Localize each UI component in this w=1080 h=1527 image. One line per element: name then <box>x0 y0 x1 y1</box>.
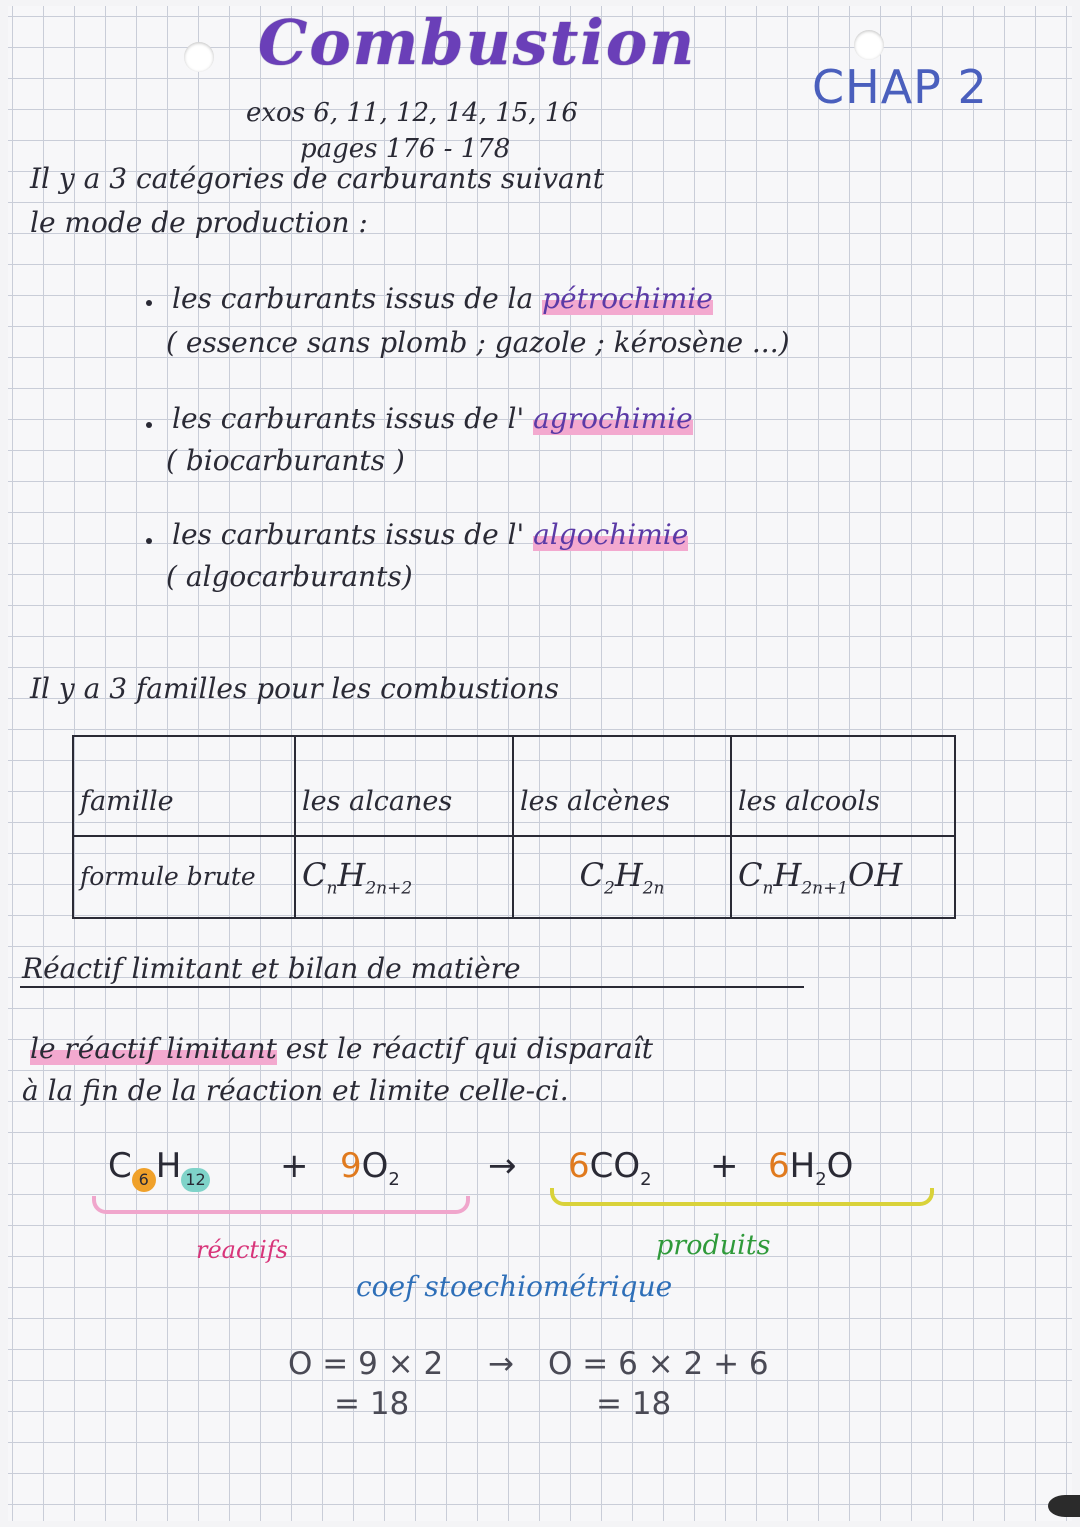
table-cell-formula <box>513 836 731 918</box>
exercises-list: exos 6, 11, 12, 14, 15, 16 <box>246 98 578 128</box>
definition-highlight: le réactif limitant <box>30 1032 277 1065</box>
category-item-agro <box>172 402 693 435</box>
formula-part: O <box>826 1146 854 1186</box>
table-cell-formula <box>731 836 955 918</box>
table-row-header: famille <box>73 736 295 836</box>
bullet-dot <box>146 300 152 306</box>
formula-sub: 6 <box>132 1168 156 1192</box>
binder-hole-left <box>184 42 214 72</box>
reactant-c6h12 <box>108 1146 210 1192</box>
equation-plus: + <box>710 1146 739 1186</box>
formula-sub: 2 <box>603 878 615 899</box>
formula-part: H <box>773 855 802 894</box>
products-brace <box>550 1188 934 1206</box>
coef: 9 <box>340 1146 362 1186</box>
category-detail-petro: ( essence sans plomb ; gazole ; kérosène ...) <box>166 326 790 359</box>
definition-line1 <box>30 1032 653 1065</box>
product-co2 <box>568 1146 652 1190</box>
formula-part: H <box>337 855 366 894</box>
table-cell: les alcanes <box>295 736 513 836</box>
reactant-o2 <box>340 1146 400 1190</box>
binder-hole-right <box>854 30 884 60</box>
category-item-petro <box>172 282 713 315</box>
bullet-dot <box>146 422 152 428</box>
formula-sub: n <box>326 878 338 899</box>
category-detail-algo: ( algocarburants) <box>166 560 413 593</box>
definition-rest: est le réactif qui disparaît <box>276 1032 654 1065</box>
formula-sub: 2n+2 <box>365 878 413 899</box>
product-h2o <box>768 1146 853 1190</box>
category-detail-agro: ( biocarburants ) <box>166 444 405 477</box>
page-title: Combustion <box>258 6 697 79</box>
page-corner-mark <box>1048 1495 1080 1517</box>
reactants-label: réactifs <box>196 1236 288 1264</box>
bullet-dot <box>146 538 152 544</box>
formula-part: O <box>361 1146 389 1186</box>
formula-part: H <box>614 855 643 894</box>
formula-part: C <box>302 855 327 894</box>
families-table <box>72 735 956 919</box>
formula-sub: 2 <box>815 1168 827 1190</box>
balance-right-line2: = 18 <box>596 1386 672 1422</box>
balance-left-line1: O = 9 × 2 <box>288 1346 444 1382</box>
category-prefix: les carburants issus de l' <box>172 402 534 435</box>
coef: 6 <box>568 1146 590 1186</box>
formula-part: CO <box>589 1146 641 1186</box>
formula-part: OH <box>848 855 903 894</box>
table-cell: les alcools <box>731 736 955 836</box>
equation-arrow: → <box>488 1146 517 1186</box>
chapter-label: CHAP 2 <box>812 60 988 114</box>
table-row-header: formule brute <box>73 836 295 918</box>
products-label: produits <box>656 1230 771 1261</box>
coef: 6 <box>768 1146 790 1186</box>
coef-label: coef stoechiométrique <box>356 1270 673 1303</box>
formula-sub: 2n <box>642 878 665 899</box>
category-highlight: agrochimie <box>533 402 693 435</box>
formula-sub: 2n+1 <box>801 878 849 899</box>
formula-sub: 2 <box>640 1168 652 1190</box>
balance-left-line2: = 18 <box>334 1386 410 1422</box>
families-intro: Il y a 3 familles pour les combustions <box>30 672 560 705</box>
categories-intro-line1: Il y a 3 catégories de carburants suivant <box>30 162 604 195</box>
reactants-brace <box>92 1196 470 1214</box>
category-prefix: les carburants issus de la <box>172 282 543 315</box>
formula-sub: n <box>762 878 774 899</box>
section-underline <box>20 986 804 988</box>
category-item-algo <box>172 518 688 551</box>
balance-arrow: → <box>488 1346 514 1382</box>
category-highlight: pétrochimie <box>542 282 713 315</box>
category-prefix: les carburants issus de l' <box>172 518 534 551</box>
section-heading: Réactif limitant et bilan de matière <box>22 952 521 985</box>
table-row <box>73 736 955 836</box>
definition-line2: à la fin de la réaction et limite celle-ci. <box>22 1074 569 1107</box>
pages-range: pages 176 - 178 <box>300 134 511 164</box>
table-cell: les alcènes <box>513 736 731 836</box>
formula-sub: 2 <box>388 1168 400 1190</box>
categories-intro-line2: le mode de production : <box>30 206 368 239</box>
equation-plus: + <box>280 1146 309 1186</box>
formula-part: C <box>108 1146 132 1186</box>
formula-part: C <box>579 855 604 894</box>
category-highlight: algochimie <box>533 518 689 551</box>
balance-right-line1: O = 6 × 2 + 6 <box>548 1346 769 1382</box>
formula-part: C <box>738 855 763 894</box>
table-row <box>73 836 955 918</box>
formula-part: H <box>789 1146 816 1186</box>
table-cell-formula <box>295 836 513 918</box>
formula-part: H <box>155 1146 182 1186</box>
formula-sub: 12 <box>181 1168 209 1192</box>
